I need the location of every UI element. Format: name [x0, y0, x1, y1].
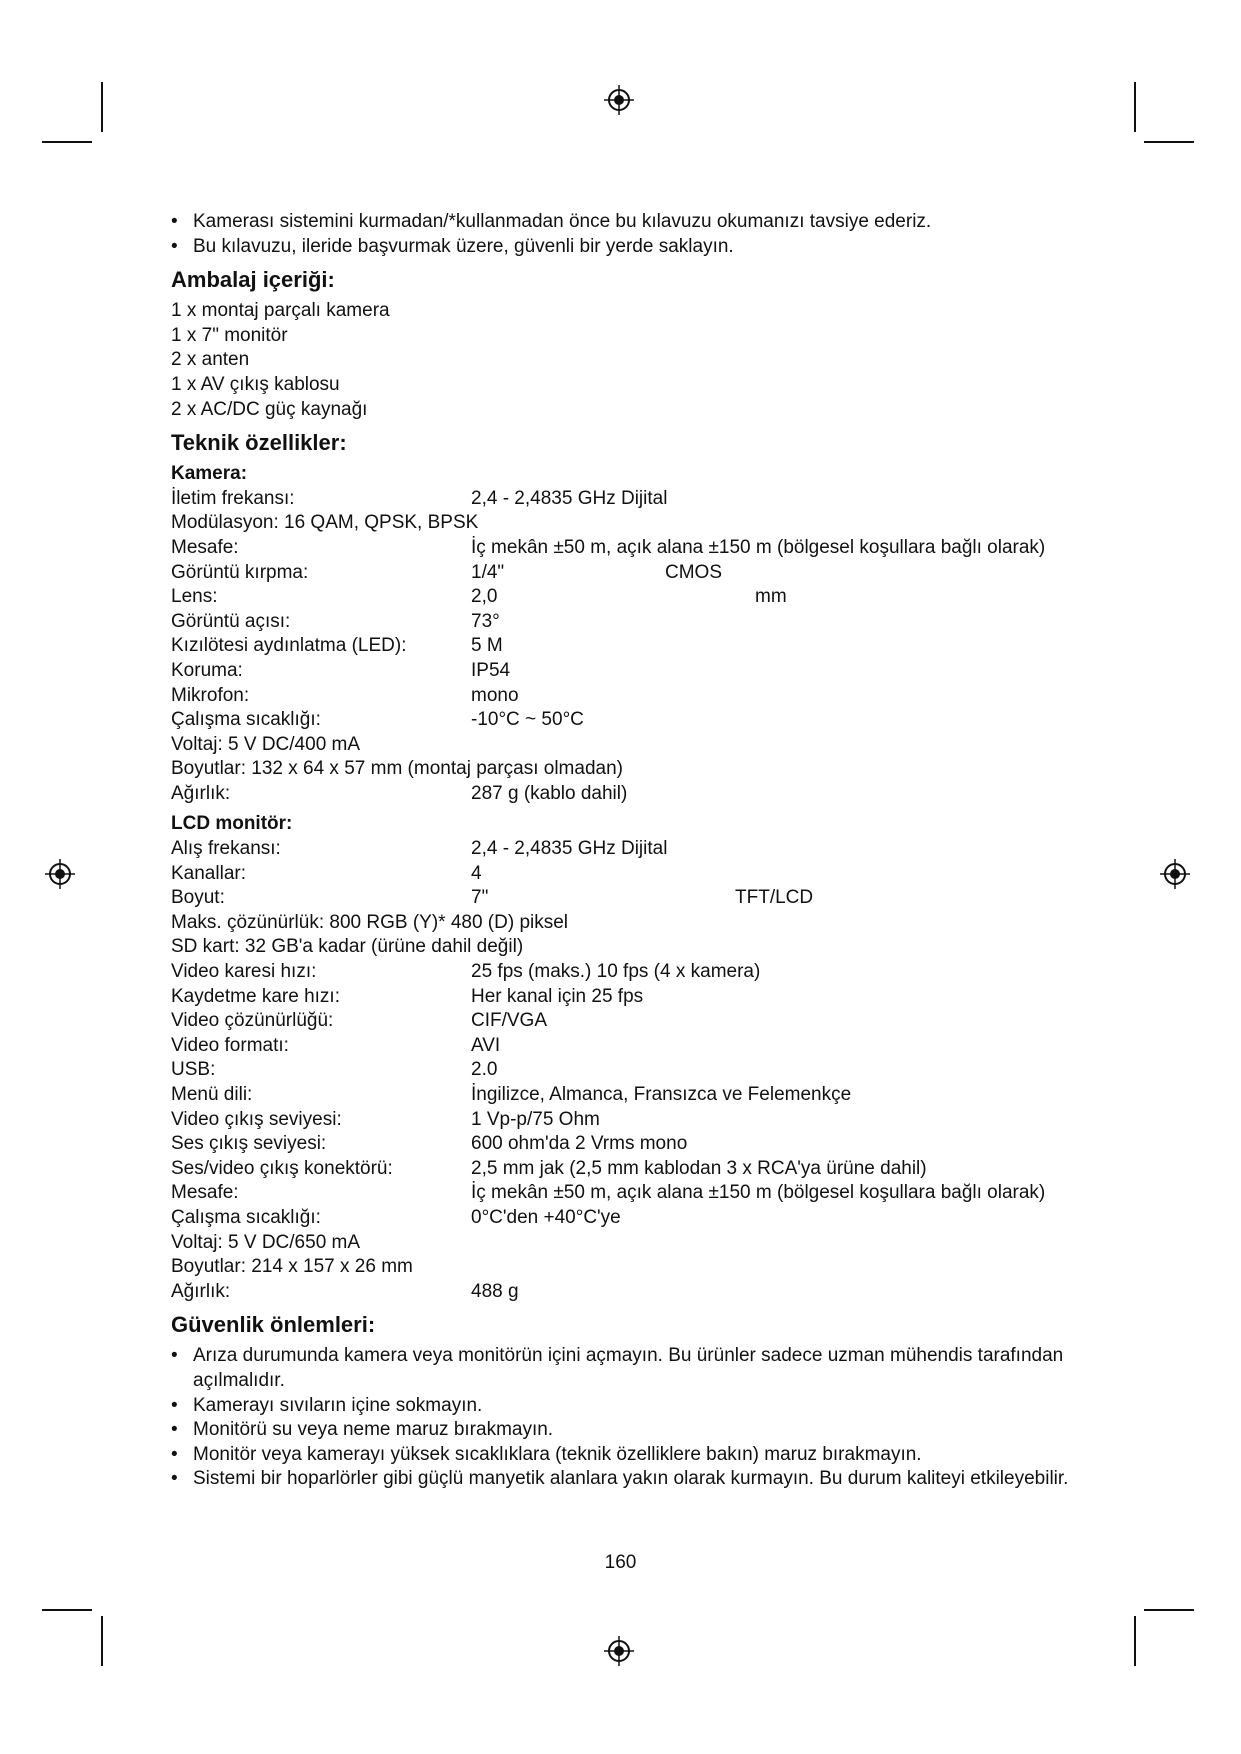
spec-value: 1 Vp-p/75 Ohm [471, 1108, 600, 1130]
list-item: • Monitörü su veya neme maruz bırakmayın. [171, 1418, 1091, 1443]
spec-value: 0°C'den +40°C'ye [471, 1206, 621, 1228]
spec-value: 2,0 [471, 586, 498, 608]
spec-label: Menü dili: [171, 1084, 253, 1105]
spec-value: 287 g (kablo dahil) [471, 782, 628, 804]
spec-extra: mm [755, 586, 787, 608]
list-item: • Bu kılavuzu, ileride başvurmak üzere, güvenli bir yerde saklayın. [171, 235, 1091, 260]
spec-label: Video formatı: [171, 1034, 289, 1056]
safety-heading: Güvenlik önlemleri: [171, 1312, 376, 1338]
spec-label: Mikrofon: [171, 684, 250, 706]
monitor-spec-table [171, 837, 1091, 1304]
spec-extra: CMOS [665, 561, 722, 583]
monitor-subheading: LCD monitör: [171, 813, 293, 835]
spec-row [171, 1157, 1091, 1182]
camera-spec-table [171, 487, 1091, 807]
spec-label: İletim frekansı: [171, 487, 295, 509]
spec-row [171, 1034, 1091, 1059]
spec-row [171, 837, 1091, 862]
page-content [171, 210, 1091, 1492]
spec-row [171, 561, 1091, 586]
spec-row [171, 684, 1091, 709]
spec-row [171, 935, 1091, 960]
spec-label: Mesafe: [171, 1182, 239, 1204]
spec-label: Lens: [171, 586, 218, 608]
crop-mark [1144, 141, 1194, 143]
spec-row [171, 1255, 1091, 1280]
spec-label: Alış frekansı: [171, 838, 281, 860]
spec-value: 4 [471, 862, 482, 884]
spec-label: Ses çıkış seviyesi: [171, 1133, 327, 1155]
crop-mark [1134, 1616, 1136, 1666]
spec-label: USB: [171, 1059, 216, 1081]
spec-value: -10°C ~ 50°C [471, 709, 584, 731]
spec-value: 5 M [471, 635, 503, 657]
crop-mark [1144, 1609, 1194, 1611]
spec-label: Görüntü açısı: [171, 610, 291, 632]
spec-row [171, 911, 1091, 936]
spec-label: Boyutlar: 132 x 64 x 57 mm (montaj parçası olmadan) [171, 758, 623, 780]
list-item: 1 x montaj parçalı kamera [171, 300, 390, 322]
spec-value: 25 fps (maks.) 10 fps (4 x kamera) [471, 961, 761, 983]
list-item: • Kamerayı sıvıların içine sokmayın. [171, 1394, 1091, 1419]
page-number: 160 [604, 1552, 637, 1573]
package-list [171, 299, 1091, 422]
spec-label: Kanallar: [171, 862, 246, 884]
crop-mark [42, 1609, 92, 1611]
spec-label: Video karesi hızı: [171, 961, 317, 983]
spec-label: Kaydetme kare hızı: [171, 985, 340, 1007]
spec-label: Boyut: [171, 887, 225, 909]
spec-row [171, 886, 1091, 911]
spec-row [171, 487, 1091, 512]
spec-value: CIF/VGA [471, 1010, 548, 1032]
spec-row [171, 1206, 1091, 1231]
crop-mark [42, 141, 92, 143]
spec-label: Ses/video çıkış konektörü: [171, 1157, 393, 1179]
spec-label: Kızılötesi aydınlatma (LED): [171, 635, 407, 657]
spec-value: IP54 [471, 659, 511, 681]
spec-extra: TFT/LCD [735, 887, 814, 909]
spec-row [171, 1132, 1091, 1157]
spec-label: Voltaj: 5 V DC/650 mA [171, 1231, 361, 1253]
spec-row [171, 708, 1091, 733]
registration-mark-icon [45, 859, 75, 889]
spec-row [171, 610, 1091, 635]
spec-row [171, 1108, 1091, 1133]
intro-bullet-list [171, 210, 1091, 259]
list-item: • Kamerası sistemini kurmadan/*kullanmadan önce bu kılavuzu okumanızı tavsiye ederiz. [171, 210, 1091, 235]
spec-value: 600 ohm'da 2 Vrms mono [471, 1133, 688, 1155]
spec-label: SD kart: 32 GB'a kadar (ürüne dahil değil) [171, 936, 524, 958]
spec-row [171, 1058, 1091, 1083]
spec-value: İç mekân ±50 m, açık alana ±150 m (bölgesel koşullara bağlı olarak) [471, 1182, 1046, 1204]
spec-value: 488 g [471, 1280, 519, 1302]
spec-label: Koruma: [171, 659, 243, 681]
spec-row [171, 1083, 1091, 1108]
spec-value: 7" [471, 887, 489, 909]
spec-row [171, 511, 1091, 536]
camera-subheading: Kamera: [171, 463, 248, 485]
spec-value: 1/4" [471, 561, 505, 583]
spec-row [171, 960, 1091, 985]
spec-row [171, 862, 1091, 887]
list-item: 2 x AC/DC güç kaynağı [171, 398, 368, 420]
spec-label: Video çözünürlüğü: [171, 1010, 334, 1032]
registration-mark-icon [1160, 859, 1190, 889]
list-item: 1 x AV çıkış kablosu [171, 373, 340, 395]
spec-row [171, 1231, 1091, 1256]
spec-value: İngilizce, Almanca, Fransızca ve Felemenkçe [471, 1084, 852, 1105]
list-item: 2 x anten [171, 349, 250, 371]
spec-label: Mesafe: [171, 536, 239, 558]
spec-label: Modülasyon: 16 QAM, QPSK, BPSK [171, 512, 479, 534]
spec-row [171, 585, 1091, 610]
spec-value: İç mekân ±50 m, açık alana ±150 m (bölgesel koşullara bağlı olarak) [471, 536, 1046, 558]
spec-row [171, 985, 1091, 1010]
spec-row [171, 733, 1091, 758]
spec-value: AVI [471, 1034, 501, 1056]
spec-label: Maks. çözünürlük: 800 RGB (Y)* 480 (D) piksel [171, 911, 569, 933]
list-item: 1 x 7" monitör [171, 324, 288, 346]
spec-row [171, 634, 1091, 659]
spec-label: Voltaj: 5 V DC/400 mA [171, 733, 361, 755]
spec-value: Her kanal için 25 fps [471, 985, 644, 1007]
list-item: • Monitör veya kamerayı yüksek sıcaklıklara (teknik özelliklere bakın) maruz bırakmayın. [171, 1443, 1091, 1468]
registration-mark-icon [604, 1636, 634, 1666]
spec-value: 2.0 [471, 1059, 498, 1081]
crop-mark [101, 82, 103, 132]
spec-label: Ağırlık: [171, 782, 231, 804]
spec-label: Video çıkış seviyesi: [171, 1108, 342, 1130]
safety-bullet-list [171, 1344, 1091, 1492]
list-item: • Arıza durumunda kamera veya monitörün içini açmayın. Bu ürünler sadece uzman mühendis tarafından açılmalıdır. [171, 1344, 1091, 1393]
spec-row [171, 659, 1091, 684]
spec-row [171, 1009, 1091, 1034]
spec-value: 2,4 - 2,4835 GHz Dijital [471, 838, 668, 860]
spec-row [171, 1181, 1091, 1206]
crop-mark [101, 1616, 103, 1666]
list-item: • Sistemi bir hoparlörler gibi güçlü manyetik alanlara yakın olarak kurmayın. Bu durum kaliteyi etkileyebilir. [171, 1467, 1091, 1492]
package-heading: Ambalaj içeriği: [171, 267, 335, 293]
spec-label: Görüntü kırpma: [171, 561, 309, 583]
spec-value: 2,5 mm jak (2,5 mm kablodan 3 x RCA'ya ürüne dahil) [471, 1157, 927, 1179]
spec-value: mono [471, 684, 519, 706]
spec-label: Çalışma sıcaklığı: [171, 709, 321, 731]
spec-label: Ağırlık: [171, 1280, 231, 1302]
spec-label: Boyutlar: 214 x 157 x 26 mm [171, 1256, 413, 1278]
spec-row [171, 782, 1091, 807]
spec-row [171, 757, 1091, 782]
spec-value: 73° [471, 610, 500, 632]
spec-row [171, 536, 1091, 561]
spec-value: 2,4 - 2,4835 GHz Dijital [471, 487, 668, 509]
spec-label: Çalışma sıcaklığı: [171, 1206, 321, 1228]
specs-heading: Teknik özellikler: [171, 430, 347, 456]
crop-mark [1134, 82, 1136, 132]
registration-mark-icon [604, 85, 634, 115]
spec-row [171, 1280, 1091, 1305]
